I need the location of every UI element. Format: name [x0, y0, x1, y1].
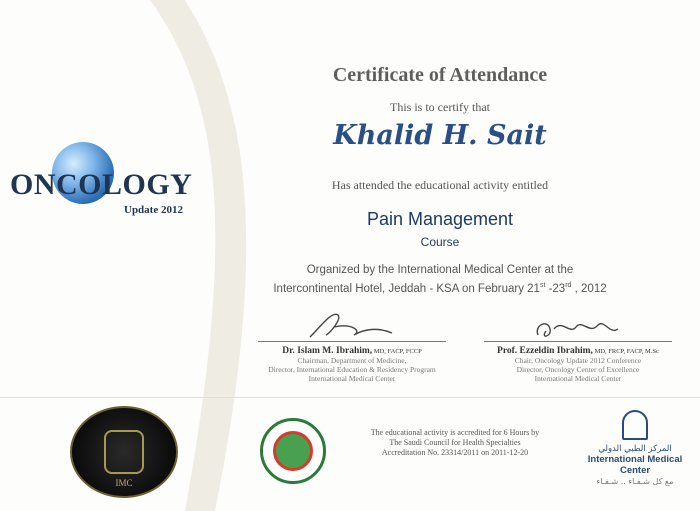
signer-title-left-3: International Medical Center	[308, 374, 396, 383]
signer-name-left	[252, 346, 452, 356]
ordinal-st: st	[539, 282, 546, 289]
signer-creds-right: MD, FRCP, FACP, M.Sc	[592, 348, 659, 355]
logo-wordmark: ONCOLOGY	[10, 168, 193, 201]
logo-subtitle: Update 2012	[124, 204, 183, 216]
signer-title-right-3: International Medical Center	[534, 374, 622, 383]
attended-text: Has attended the educational activity entitled	[331, 178, 549, 192]
signer-title-right-2: Director, Oncology Center of Excellence	[516, 365, 640, 374]
imc-english-name: International Medical Center	[587, 454, 683, 476]
imc-seal-icon	[70, 406, 178, 498]
signature-scribble-right	[518, 305, 638, 345]
organizer-text	[250, 262, 630, 297]
imc-arch-icon	[622, 410, 648, 440]
accreditation-line-2: The Saudi Council for Health Specialties	[389, 438, 521, 447]
course-subtitle: Course	[420, 235, 460, 249]
oncology-logo	[10, 138, 193, 233]
signer-name-left-text: Dr. Islam M. Ibrahim,	[282, 346, 373, 356]
accreditation-line-3: Accreditation No. 23314/2011 on 2011-12-20	[381, 448, 529, 457]
organizer-line-2b: -23	[545, 282, 566, 295]
scfhs-map-icon	[273, 431, 313, 471]
accreditation-line-1: The educational activity is accredited for 6 Hours by	[370, 428, 540, 437]
signature-block-left	[252, 305, 452, 383]
signer-title-left-2: Director, International Education & Residency Program	[268, 365, 436, 374]
organizer-line-2	[250, 278, 630, 297]
scfhs-seal-icon	[260, 418, 326, 484]
imc-logo	[580, 410, 690, 486]
imc-tagline: مع كل شـفـاء .. شـفـاء	[596, 477, 674, 486]
footer-divider	[0, 397, 700, 398]
signer-title-left-1: Chairman, Department of Medicine,	[297, 356, 407, 365]
signer-name-right-text: Prof. Ezzeldin Ibrahim,	[497, 346, 593, 356]
accreditation-text	[340, 428, 570, 458]
recipient-name: Khalid H. Sait	[333, 120, 547, 151]
ordinal-rd: rd	[565, 282, 572, 289]
signer-creds-left: MD, FACP, FCCP	[372, 348, 422, 355]
certify-text: This is to certify that	[390, 100, 490, 114]
seal-shield-icon	[104, 430, 144, 474]
signer-title-right-1: Chair, Oncology Update 2012 Conference	[514, 356, 642, 365]
seal-text: IMC	[115, 478, 133, 488]
organizer-line-2a: Intercontinental Hotel, Jeddah - KSA on February 21	[273, 282, 540, 295]
signature-block-right	[478, 305, 678, 383]
signature-scribble-left	[292, 305, 412, 345]
course-title: Pain Management	[366, 209, 514, 229]
certificate-title: Certificate of Attendance	[332, 64, 548, 86]
signer-name-right	[478, 346, 678, 356]
imc-arabic-name: المركز الطبي الدولي	[598, 444, 672, 454]
organizer-line-2c: , 2012	[571, 282, 607, 295]
organizer-line-1: Organized by the International Medical Center at the	[306, 264, 574, 276]
